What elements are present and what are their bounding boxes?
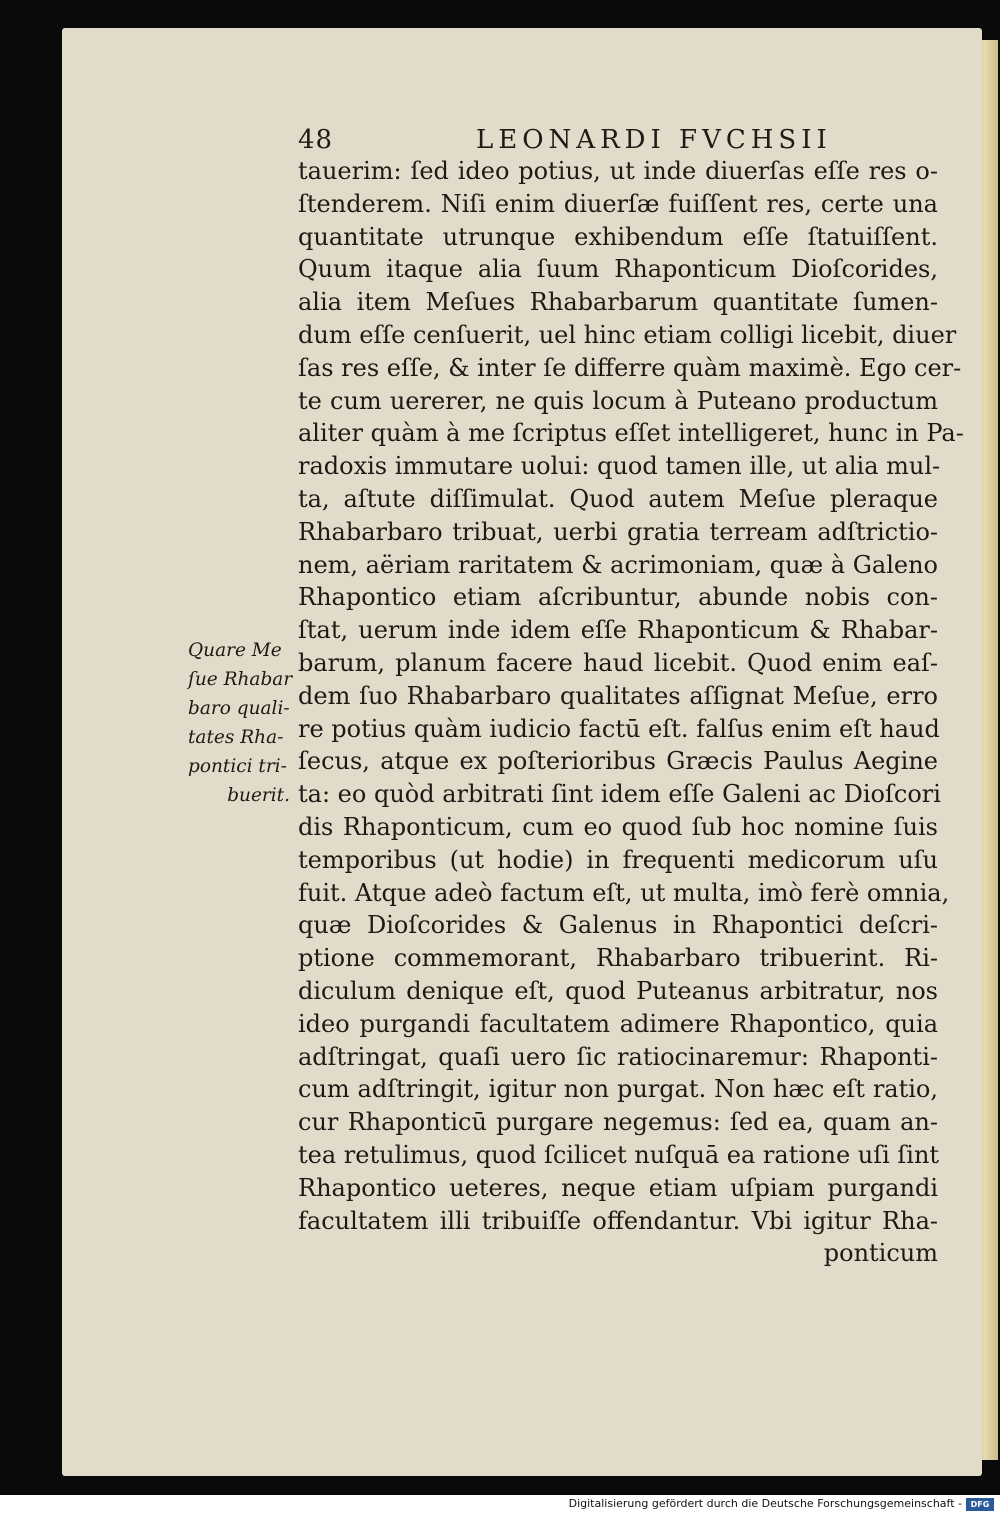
text-line: tea retulimus, quod ſcilicet nuſquā ea ratione uſi ſint — [298, 1140, 940, 1169]
text-line: ſecus, atque ex poſterioribus Græcis Paulus Aegine — [298, 747, 938, 776]
text-line: ſtat, uerum inde idem eſſe Rhaponticum & Rhabar- — [298, 616, 938, 645]
margin-note-line: ſue Rhabar — [188, 669, 293, 690]
text-line: aliter quàm à me ſcriptus eſſet intelligeret, hunc in Pa- — [298, 419, 964, 448]
text-line: ponticum — [823, 1239, 938, 1268]
margin-note-line: baro quali- — [188, 698, 290, 719]
margin-note-line: Quare Me — [188, 640, 282, 661]
text-line: alia item Meſues Rhabarbarum quantitate ſumen- — [298, 288, 938, 317]
text-line: Rhapontico ueteres, neque etiam uſpiam purgandi — [298, 1173, 938, 1202]
text-line: cum adſtringit, igitur non purgat. Non hæc eſt ratio, — [298, 1075, 938, 1104]
text-line: dis Rhaponticum, cum eo quod ſub hoc nomine ſuis — [298, 812, 938, 841]
text-line: adſtringat, quaſi uero ſic ratiocinaremur: Rhaponti- — [298, 1042, 938, 1071]
text-line: ta: eo quòd arbitrati ſint idem eſſe Galeni ac Dioſcori — [298, 780, 941, 809]
running-head — [298, 125, 938, 155]
text-line: Rhabarbaro tribuat, uerbi gratia terream adſtrictio- — [298, 517, 938, 546]
text-line: quantitate utrunque exhibendum eſſe ſtatuiſſent. — [298, 222, 938, 251]
margin-note-line: pontici tri- — [188, 756, 287, 777]
text-line: fuit. Atque adeò factum eſt, ut multa, imò ferè omnia, — [298, 878, 950, 907]
footer-credit: Digitalisierung gefördert durch die Deutsche Forschungsgemeinschaft - — [568, 1497, 962, 1510]
text-line: ta, aſtute diſſimulat. Quod autem Meſue pleraque — [298, 484, 938, 513]
text-line: nem, aëriam raritatem & acrimoniam, quæ à Galeno — [298, 550, 938, 579]
dfg-logo: DFG — [966, 1498, 994, 1511]
text-line: dum eſſe cenſuerit, uel hinc etiam colligi licebit, diuer — [298, 320, 957, 349]
text-line: facultatem illi tribuiſſe offendantur. Vbi igitur Rha- — [298, 1206, 938, 1235]
text-line: ſtenderem. Niſi enim diuerſæ fuiſſent res, certe una — [298, 189, 938, 218]
text-line: temporibus (ut hodie) in frequenti medicorum uſu — [298, 845, 938, 874]
text-line: ptione commemorant, Rhabarbaro tribuerint. Ri- — [298, 944, 938, 973]
page-number: 48 — [298, 125, 334, 155]
margin-note — [188, 636, 293, 810]
text-line: barum, planum facere haud licebit. Quod enim eaſ- — [298, 648, 938, 677]
text-line: ſas res eſſe, & inter ſe differre quàm maximè. Ego cer- — [298, 353, 962, 382]
text-line: re potius quàm iudicio factū eſt. falſus enim eſt haud — [298, 714, 940, 743]
text-line: Rhapontico etiam aſcribuntur, abunde nobis con- — [298, 583, 938, 612]
text-line: radoxis immutare uolui: quod tamen ille, ut alia mul- — [298, 452, 941, 481]
margin-note-line: buerit. — [227, 785, 290, 806]
text-line: diculum denique eſt, quod Puteanus arbitratur, nos — [298, 976, 938, 1005]
text-line: tauerim: ſed ideo potius, ut inde diuerſas eſſe res o- — [298, 157, 938, 185]
running-title: LEONARDI FVCHSII — [476, 125, 832, 155]
text-line: quæ Dioſcorides & Galenus in Rhapontici deſcri- — [298, 911, 938, 940]
text-block — [298, 155, 964, 1270]
text-line: ideo purgandi facultatem adimere Rhapontico, quia — [298, 1009, 938, 1038]
margin-note-line: tates Rha- — [188, 727, 284, 748]
text-line: Quum itaque alia ſuum Rhaponticum Dioſcorides, — [298, 255, 938, 284]
text-line: cur Rhaponticū purgare negemus: ſed ea, quam an- — [298, 1108, 938, 1137]
text-line: dem ſuo Rhabarbaro qualitates aſſignat Meſue, erro — [298, 681, 938, 710]
text-line: te cum uererer, ne quis locum à Puteano productum — [298, 386, 938, 415]
footer-bar — [0, 1495, 1000, 1515]
